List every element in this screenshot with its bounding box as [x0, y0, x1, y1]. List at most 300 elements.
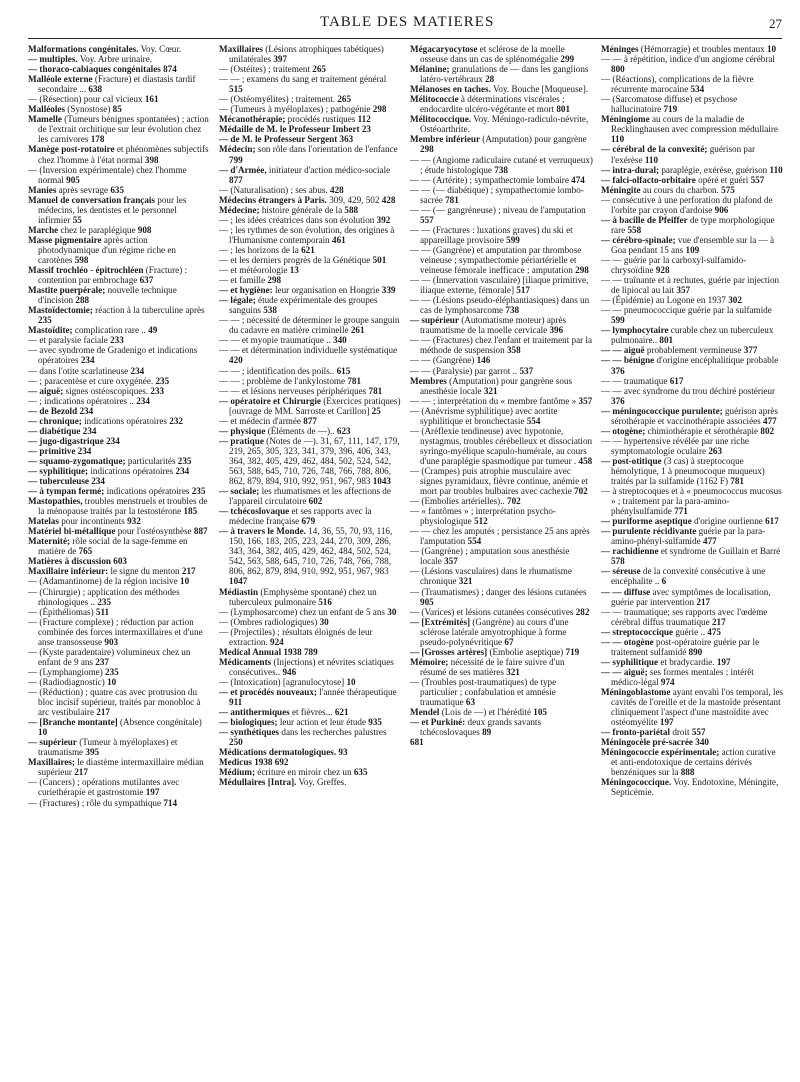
- entry-text: complication rare ..: [74, 325, 146, 336]
- entry-page: 781: [347, 375, 362, 386]
- entry-page: 557: [691, 727, 706, 738]
- entry-page: 217: [696, 596, 711, 607]
- entry-text: — — traînante et à rechutes, guérie par injection de lipiocal au lait: [601, 275, 780, 296]
- entry-text: (Injections) et névrites sciatiques consécutives..: [229, 656, 394, 677]
- index-entry: [410, 426, 593, 466]
- entry-text: de type morphologique rare: [611, 214, 775, 235]
- index-entry: [28, 617, 211, 647]
- entry-page: 93: [338, 747, 348, 758]
- entry-page: 420: [229, 355, 243, 366]
- index-entry: [601, 376, 784, 386]
- entry-page: 10: [107, 676, 117, 687]
- index-entry: [410, 134, 593, 154]
- index-entry: [601, 295, 784, 305]
- entry-head: — lymphocytaire: [601, 325, 669, 336]
- index-entry: [410, 335, 593, 355]
- entry-text: leur organisation en Hongrie: [275, 285, 380, 296]
- entry-page: 235: [177, 455, 192, 466]
- entry-head: — falci-olfacto-orbitaire: [601, 174, 696, 185]
- entry-head: — [Extrémités]: [410, 616, 471, 627]
- entry-page: 261: [350, 325, 365, 336]
- index-entry: [219, 345, 402, 365]
- index-entry: [28, 647, 211, 667]
- entry-head: Medicus 1938: [219, 757, 273, 768]
- index-entry: [410, 155, 593, 175]
- entry-text: — (Traumatismes) ; danger des lésions cutanées: [410, 586, 587, 597]
- entry-page: 911: [229, 697, 243, 708]
- entry-head: Matériel bi-métallique: [28, 526, 116, 537]
- entry-text: (Amputation) pour gangrène: [482, 134, 587, 145]
- entry-page: 935: [368, 717, 382, 728]
- index-column-2: [219, 44, 402, 1074]
- entry-head: Marche: [28, 224, 59, 235]
- entry-text: — (Troubles post-traumatiques) de type particulier ; confabulation et amnésie traumatique: [410, 676, 557, 708]
- entry-text: vue d'ensemble sur la — à Goa pendant 15 ans: [611, 234, 775, 255]
- entry-page: 357: [444, 556, 458, 567]
- entry-page: 235: [38, 315, 52, 326]
- index-entry: [601, 44, 784, 54]
- entry-text: au cours du charbon.: [642, 184, 719, 195]
- entry-text: — (Varices) et lésions cutanées consécutives: [410, 606, 574, 617]
- entry-text: au cours de la maladie de Recklinghausen avec compression médullaire: [611, 114, 778, 135]
- entry-text: guérison après sérothérapie et vaccinothérapie associées: [611, 405, 778, 426]
- entry-head: — — otogène: [601, 636, 654, 647]
- index-entry: [219, 396, 402, 416]
- entry-text: 309, 429, 502: [329, 194, 380, 205]
- index-column-4: [601, 44, 784, 1074]
- entry-text: Voy. Méningo-radiculo-névrite, Ostéoarthrite.: [420, 114, 589, 135]
- index-entry: [28, 607, 211, 617]
- entry-page: 781: [368, 385, 383, 396]
- entry-text: indications opératoires: [106, 486, 190, 497]
- index-entry: [410, 275, 593, 295]
- entry-head: — supérieur: [28, 737, 77, 748]
- entry-page: 1043: [372, 476, 391, 487]
- entry-head: — synthétiques: [219, 727, 280, 738]
- entry-page: 924: [270, 636, 284, 647]
- entry-page: 49: [148, 325, 158, 336]
- entry-page: 905: [420, 596, 434, 607]
- entry-page: 558: [627, 224, 642, 235]
- index-entry: [601, 215, 784, 235]
- entry-text: droit: [672, 727, 690, 738]
- index-entry: [219, 687, 402, 707]
- entry-text: Voy. Bouche [Muqueuse].: [492, 84, 589, 95]
- entry-page: 197: [145, 787, 160, 798]
- index-entry: [601, 747, 784, 777]
- index-entry: [28, 386, 211, 396]
- entry-page: 946: [282, 666, 297, 677]
- entry-text: — — traumatique: [601, 375, 668, 386]
- entry-page: 679: [301, 516, 316, 527]
- entry-text: paraplégie, exérèse, guérison: [661, 164, 768, 175]
- entry-text: — — hypertensive révélée par une riche symptomatologie oculaire: [601, 435, 749, 456]
- entry-head: — tuberculeuse: [28, 476, 89, 487]
- entry-head: Matelas: [28, 516, 59, 527]
- entry-text: — (Résection) pour cal vicieux: [28, 94, 143, 105]
- entry-head: — syphilitique;: [28, 465, 89, 476]
- entry-head: Medical Annual 1938: [219, 646, 302, 657]
- entry-page: 298: [420, 144, 434, 155]
- index-entry: [219, 134, 402, 144]
- entry-page: 13: [289, 265, 299, 276]
- entry-page: 800: [611, 64, 625, 75]
- index-entry: [28, 476, 211, 486]
- entry-head: Médicaments: [219, 656, 272, 667]
- entry-head: Mélitococcique.: [410, 114, 472, 125]
- entry-head: Mémoire;: [410, 656, 449, 667]
- index-entry: [601, 607, 784, 627]
- entry-text: — (Réduction) ; quatre cas avec protrusion du bloc incisif supérieur, traités par monobloc à arc vestibulaire: [28, 687, 201, 718]
- index-entry: [28, 396, 211, 406]
- entry-page: 89: [482, 727, 492, 738]
- entry-head: Mélanoses en taches.: [410, 84, 491, 95]
- entry-text: particularités: [127, 455, 176, 466]
- entry-text: — (Ostéites) ; traitement: [219, 64, 310, 75]
- entry-head: Mastite puerpérale;: [28, 285, 106, 296]
- index-entry: [28, 486, 211, 496]
- entry-text: — — ; examens du sang et traitement général: [219, 74, 387, 85]
- index-entry: [601, 74, 784, 94]
- index-entry: [219, 64, 402, 74]
- entry-text: (Éléments de —)..: [267, 425, 335, 436]
- entry-head: — et procédés nouveaux;: [219, 687, 317, 697]
- index-entry: [219, 727, 402, 747]
- entry-page: 719: [565, 646, 580, 657]
- index-entry: [28, 446, 211, 456]
- entry-page: 235: [191, 486, 206, 497]
- entry-page: 477: [703, 536, 717, 547]
- entry-text: histoire générale de la: [261, 204, 343, 215]
- index-entry: [219, 747, 402, 757]
- entry-page: 874: [163, 64, 177, 75]
- entry-text: probablement vermineuse: [646, 345, 742, 356]
- entry-page: 638: [88, 84, 103, 95]
- entry-page: 702: [507, 496, 521, 507]
- entry-page: 217: [96, 707, 110, 718]
- entry-text: — consécutive à une perforation du plafond de l'orbite par crayon d'ardoise: [601, 194, 773, 215]
- entry-page: 602: [308, 496, 323, 507]
- index-entry: [410, 315, 593, 335]
- entry-text: — (Lymphangiome): [28, 666, 103, 677]
- index-entry: [28, 436, 211, 446]
- index-entry: [219, 657, 402, 677]
- index-entry: [28, 114, 211, 144]
- entry-head: Médecins étrangers à Paris.: [219, 194, 327, 205]
- entry-head: Mastopathies,: [28, 496, 83, 507]
- index-entry: [219, 376, 402, 386]
- index-entry: [410, 607, 593, 617]
- entry-head: Médaille de M. le Professeur Imbert: [219, 124, 360, 135]
- index-entry: [28, 265, 211, 285]
- entry-page: 234: [77, 445, 92, 456]
- index-entry: [28, 777, 211, 797]
- entry-text: pour les médecins, les dentistes et le personnel infirmier: [38, 194, 187, 225]
- entry-text: Voy. Cœur.: [140, 44, 182, 54]
- entry-head: Massif trochléo - épitrochléen: [28, 265, 144, 276]
- index-entry: [28, 757, 211, 777]
- entry-text: (Tumeurs bénignes spontanées) ; action de l'extrait orchitique sur leur évolution chez les carnivores: [38, 114, 209, 145]
- index-entry: [219, 165, 402, 185]
- entry-page: 771: [674, 506, 688, 517]
- entry-text: granulations de — dans les ganglions latéro-vertébraux: [420, 64, 589, 85]
- entry-head: — — aiguë;: [601, 666, 648, 677]
- index-entry: [219, 245, 402, 255]
- entry-page: 781: [730, 476, 744, 487]
- entry-text: troubles menstruels et troubles de la ménopause traités par la testostérone: [38, 496, 208, 517]
- index-entry: [601, 54, 784, 74]
- index-entry: [28, 677, 211, 687]
- entry-head: Mécanothérapie;: [219, 114, 286, 125]
- entry-page: 233: [110, 335, 124, 346]
- entry-page: 298: [372, 104, 387, 115]
- index-entry: [410, 295, 593, 315]
- entry-head: — physique: [219, 425, 266, 436]
- index-entry: [28, 526, 211, 536]
- index-entry: [28, 235, 211, 265]
- entry-page: 109: [685, 244, 700, 255]
- index-column-3: [410, 44, 593, 1074]
- entry-text: après action photodynamique d'un régime riche en carotènes: [38, 234, 176, 265]
- entry-text: — (Kyste paradentaire) volumineux chez un enfant de 9 ans: [28, 646, 191, 667]
- entry-head: Manies: [28, 184, 57, 195]
- index-entry: [219, 386, 402, 396]
- entry-head: — fronto-pariétal: [601, 727, 671, 738]
- entry-page: 112: [357, 114, 371, 125]
- entry-page: 515: [229, 84, 243, 95]
- entry-page: 146: [476, 355, 491, 366]
- index-entry: [410, 406, 593, 426]
- entry-page: 234: [175, 465, 190, 476]
- entry-page: 877: [229, 174, 243, 185]
- index-entry: [601, 777, 784, 797]
- index-entry: [601, 406, 784, 426]
- index-entry: [219, 526, 402, 586]
- entry-text: le diastème intermaxillaire médian supérieur: [38, 757, 204, 778]
- entry-text: et fièvres...: [292, 707, 333, 718]
- entry-page: 617: [669, 375, 684, 386]
- entry-page: 554: [526, 415, 541, 426]
- entry-head: Médications dermatologiques.: [219, 747, 337, 758]
- entry-page: 10: [346, 676, 356, 687]
- index-entry: [28, 406, 211, 416]
- entry-text: leur action et leur étude: [279, 717, 366, 728]
- entry-text: — — (Gangrène) et amputation par thrombose veineuse ; sympathectomie périartérielle et veineuse fémorale inefficace ; amputation: [410, 244, 582, 276]
- entry-text: — et famille: [219, 275, 266, 286]
- index-entry: [410, 506, 593, 526]
- entry-text: Voy. Endotoxine, Méningite, Septicémie.: [611, 777, 779, 798]
- entry-head: Membre inférieur: [410, 134, 481, 145]
- entry-page: 237: [95, 656, 109, 667]
- entry-page: 340: [333, 335, 347, 346]
- entry-page: 475: [707, 626, 721, 637]
- entry-page: 263: [708, 445, 722, 456]
- index-entry: [219, 94, 402, 104]
- entry-text: — ; les idées créatrices dans son évolution: [219, 214, 375, 225]
- entry-text: (3 cas) à streptocoque hémolytique, 1 à pneumocoque muqueux) traités par la sulfamide (1162 F): [611, 455, 765, 487]
- entry-head: — — diffuse: [601, 586, 651, 597]
- entry-text: — — (Lésions pseudo-éléphantiasiques) dans un cas de lymphosarcome: [410, 295, 590, 316]
- index-entry: [601, 255, 784, 275]
- index-entry: [601, 355, 784, 375]
- index-entry: [410, 366, 593, 376]
- entry-text: — — et lésions nerveuses périphériques: [219, 385, 367, 396]
- entry-head: — méningococcique purulente;: [601, 405, 723, 416]
- index-entry: [28, 576, 211, 586]
- entry-text: — et les derniers progrès de la Génétique: [219, 254, 371, 265]
- entry-page: 178: [90, 134, 105, 145]
- index-entry: [28, 426, 211, 436]
- entry-page: 234: [79, 405, 94, 416]
- page-number: 27: [769, 16, 782, 31]
- index-entry: [601, 345, 784, 355]
- index-entry: [28, 44, 211, 54]
- entry-text: (Tumeur à myéloplaxes) et traumatisme: [38, 737, 178, 758]
- entry-text: et phénomènes subjectifs chez l'homme à l'état normal: [38, 144, 209, 165]
- index-entry: [410, 185, 593, 205]
- index-entry: [410, 677, 593, 707]
- entry-head: — syphilitique: [601, 656, 659, 667]
- index-entry: [28, 366, 211, 376]
- entry-page: 10: [180, 576, 190, 587]
- entry-page: 6: [661, 576, 667, 587]
- entry-page: 702: [574, 486, 588, 497]
- entry-head: Masse pigmentaire: [28, 234, 102, 245]
- entry-text: — dans l'otite scarlatineuse: [28, 365, 129, 376]
- entry-text: — — (— gangréneuse) ; niveau de l'amputation: [410, 204, 586, 215]
- index-entry: [28, 54, 211, 64]
- entry-text: — ; paracentèse et cure oxygénée.: [28, 375, 154, 386]
- index-entry: [410, 566, 593, 586]
- entry-page: 321: [458, 576, 473, 587]
- index-entry: [28, 94, 211, 104]
- entry-text: — — avec syndrome du trou déchiré postérieur: [601, 385, 776, 396]
- entry-head: Maternité;: [28, 536, 71, 547]
- entry-page: 25: [371, 405, 381, 416]
- entry-text: — (Crampes) puis atrophie musculaire avec signes pyramidaux, fièvre continue, anémie et mort par troubles bulbaires avec cachexie: [410, 465, 588, 497]
- entry-head: Manège post-rotatoire: [28, 144, 115, 155]
- entry-head: Méningiome: [601, 114, 650, 125]
- entry-page: 233: [150, 385, 165, 396]
- entry-page: 428: [381, 194, 396, 205]
- index-entry: [28, 225, 211, 235]
- entry-page: 235: [155, 375, 170, 386]
- entry-head: — otogène;: [601, 425, 646, 436]
- entry-head: — puriforme aseptique: [601, 516, 692, 527]
- index-entry: [219, 144, 402, 164]
- index-entry: [410, 114, 593, 134]
- index-columns: [28, 44, 784, 1074]
- entry-page: 554: [467, 536, 482, 547]
- index-entry: [410, 707, 593, 717]
- entry-text: (Notes de —). 31, 67, 111, 147, 179, 219, 265, 305, 323, 341, 379, 396, 406, 343, 364, 382, 405, 429, 462, 484, 502, 524, 542, 563, 588, 645, 710, 726, 748, 766, 788, 806, 862, 879, 894, 910, 992, 951, 967, 983: [229, 435, 400, 487]
- entry-page: 234: [130, 365, 145, 376]
- entry-page: 298: [267, 275, 282, 286]
- index-entry: [410, 617, 593, 647]
- entry-text: — (Radiodiagnostic): [28, 676, 105, 687]
- index-entry: [219, 255, 402, 265]
- index-entry: [219, 225, 402, 245]
- entry-page: 67: [504, 636, 514, 647]
- entry-text: rôle social de la sage-femme en matière de: [38, 536, 188, 557]
- entry-text: (Absence congénitale): [120, 717, 202, 728]
- index-entry: [219, 44, 402, 64]
- entry-text: (Hémorragie) et troubles mentaux: [640, 44, 765, 54]
- entry-text: — (Projectiles) ; résultats éloignés de leur extraction.: [219, 626, 373, 647]
- index-entry: [219, 506, 402, 526]
- entry-text: — — et détermination individuelle systématique: [219, 345, 398, 356]
- entry-page: 517: [516, 285, 530, 296]
- entry-page: 974: [660, 676, 675, 687]
- entry-page: 10: [766, 44, 777, 54]
- index-entry: [219, 757, 402, 767]
- entry-text: nouvelle technique d'incision: [38, 285, 177, 306]
- entry-page: 588: [344, 204, 359, 215]
- index-entry: [219, 707, 402, 717]
- entry-text: (Automatisme moteur) après traumatisme de la moelle cervicale: [420, 315, 567, 336]
- entry-page: 110: [644, 154, 659, 165]
- index-entry: [28, 536, 211, 556]
- entry-text: (Exercices pratiques) [ouvrage de MM. Sarroste et Carillon]: [229, 395, 401, 416]
- entry-head: — de M. le Professeur Sergent: [219, 134, 338, 145]
- entry-page: 302: [728, 295, 742, 306]
- index-entry: [410, 94, 593, 114]
- index-entry: [601, 587, 784, 607]
- index-entry: [219, 647, 402, 657]
- index-entry: [601, 175, 784, 185]
- entry-text: avec symptômes de localisation, guérie par intervention: [611, 586, 771, 607]
- entry-page: 110: [769, 164, 783, 175]
- entry-page: 1047: [229, 576, 248, 587]
- entry-text: — — (Innervation vasculaire) [iliaque primitive, iliaque externe, fémorale]: [410, 275, 589, 296]
- index-entry: [410, 657, 593, 677]
- entry-text: les rhumatismes et les affections de l'appareil circulatoire: [229, 486, 391, 507]
- entry-page: 217: [74, 767, 88, 778]
- entry-page: 512: [474, 516, 488, 527]
- entry-head: — jugo-digastrique: [28, 435, 104, 446]
- entry-text: guérie ..: [675, 626, 705, 637]
- index-entry: [28, 587, 211, 607]
- index-entry: [410, 717, 593, 737]
- entry-text: — — et myopie traumatique ..: [219, 335, 331, 346]
- entry-page: 719: [663, 104, 678, 115]
- index-entry: [601, 94, 784, 114]
- entry-head: Méningococcie expérimentale;: [601, 747, 720, 758]
- entry-page: 903: [104, 636, 119, 647]
- entry-text: — « fantômes » ; interprétation psycho-physiologique: [410, 506, 556, 527]
- index-entry: [28, 305, 211, 325]
- entry-head: Médecin;: [219, 144, 256, 155]
- entry-text: le signe du menton: [110, 566, 180, 577]
- entry-head: Matières à discussion: [28, 556, 111, 567]
- entry-page: 906: [714, 204, 729, 215]
- entry-page: 85: [112, 104, 122, 115]
- entry-head: Méninges: [601, 44, 639, 54]
- entry-page: 232: [169, 415, 183, 426]
- entry-text: son rôle dans l'orientation de l'enfance: [257, 144, 398, 155]
- entry-page: 105: [533, 707, 547, 718]
- entry-text: — (Lymphosarcome) chez un enfant de 5 ans: [219, 606, 385, 617]
- index-entry: [219, 114, 402, 124]
- entry-page: 623: [336, 425, 351, 436]
- index-entry: [410, 205, 593, 225]
- entry-head: — — bénigne: [601, 355, 655, 366]
- entry-head: — chronique;: [28, 415, 82, 426]
- entry-text: (Amputation) pour gangrène sous anesthésie locale: [420, 375, 573, 396]
- entry-head: — intra-dural;: [601, 164, 660, 175]
- entry-text: — (Réactions), complications de la fièvre récurrente marocaine: [601, 74, 754, 95]
- entry-text: indications opératoires: [84, 415, 167, 426]
